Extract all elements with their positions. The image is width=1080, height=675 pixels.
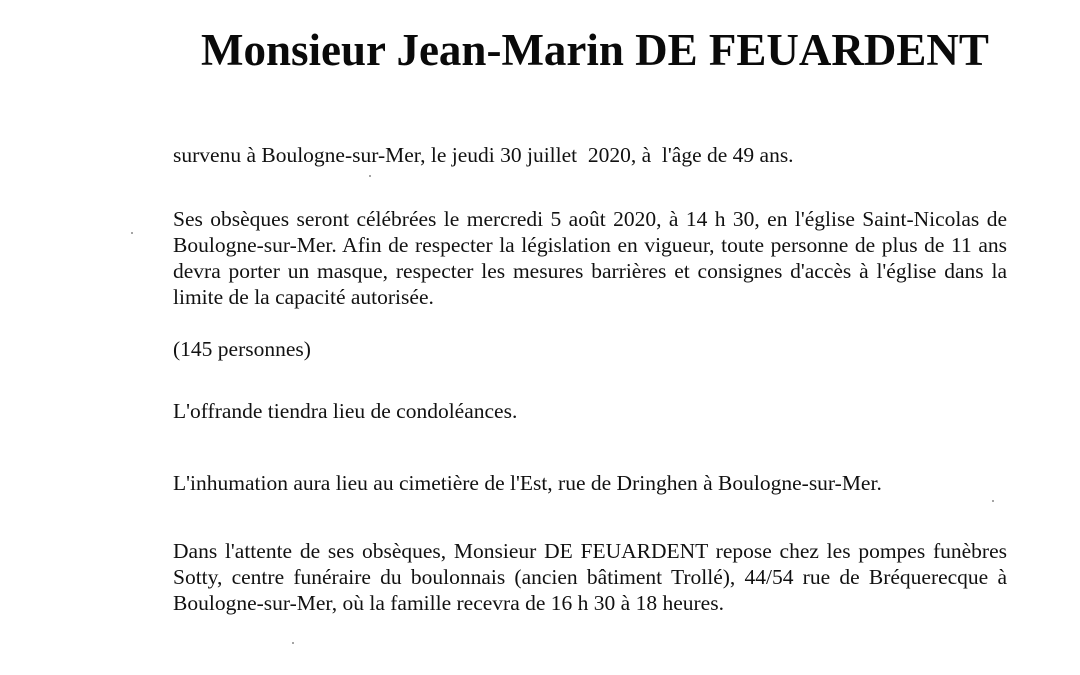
death-notice-paragraph: survenu à Boulogne-sur-Mer, le jeudi 30 juillet 2020, à l'âge de 49 ans. (173, 143, 794, 167)
page-title: Monsieur Jean-Marin DE FEUARDENT (201, 25, 989, 75)
scan-speck (369, 175, 371, 177)
offering-paragraph: L'offrande tiendra lieu de condoléances. (173, 399, 518, 423)
scan-speck (292, 642, 294, 644)
capacity-paragraph: (145 personnes) (173, 337, 311, 361)
rest-paragraph: Dans l'attente de ses obsèques, Monsieur DE FEUARDENT repose chez les pompes funèbres Sotty, centre funéraire du boulonnais (ancien bâtiment Trollé), 44/54 rue de Bréquerecque à Boulogne-sur-Mer, où la famille recevra de 16 h 30 à 18 heures. (173, 539, 1007, 615)
burial-paragraph: L'inhumation aura lieu au cimetière de l'Est, rue de Dringhen à Boulogne-sur-Mer. (173, 471, 882, 495)
scan-speck (992, 500, 994, 502)
scan-speck (131, 232, 133, 234)
funeral-paragraph: Ses obsèques seront célébrées le mercredi 5 août 2020, à 14 h 30, en l'église Saint-Nicolas de Boulogne-sur-Mer. Afin de respecter la législation en vigueur, toute personne de plus de 11 ans devra porter un masque, respecter les mesures barrières et consignes d'accès à l'église dans la limite de la capacité autorisée. (173, 207, 1007, 309)
